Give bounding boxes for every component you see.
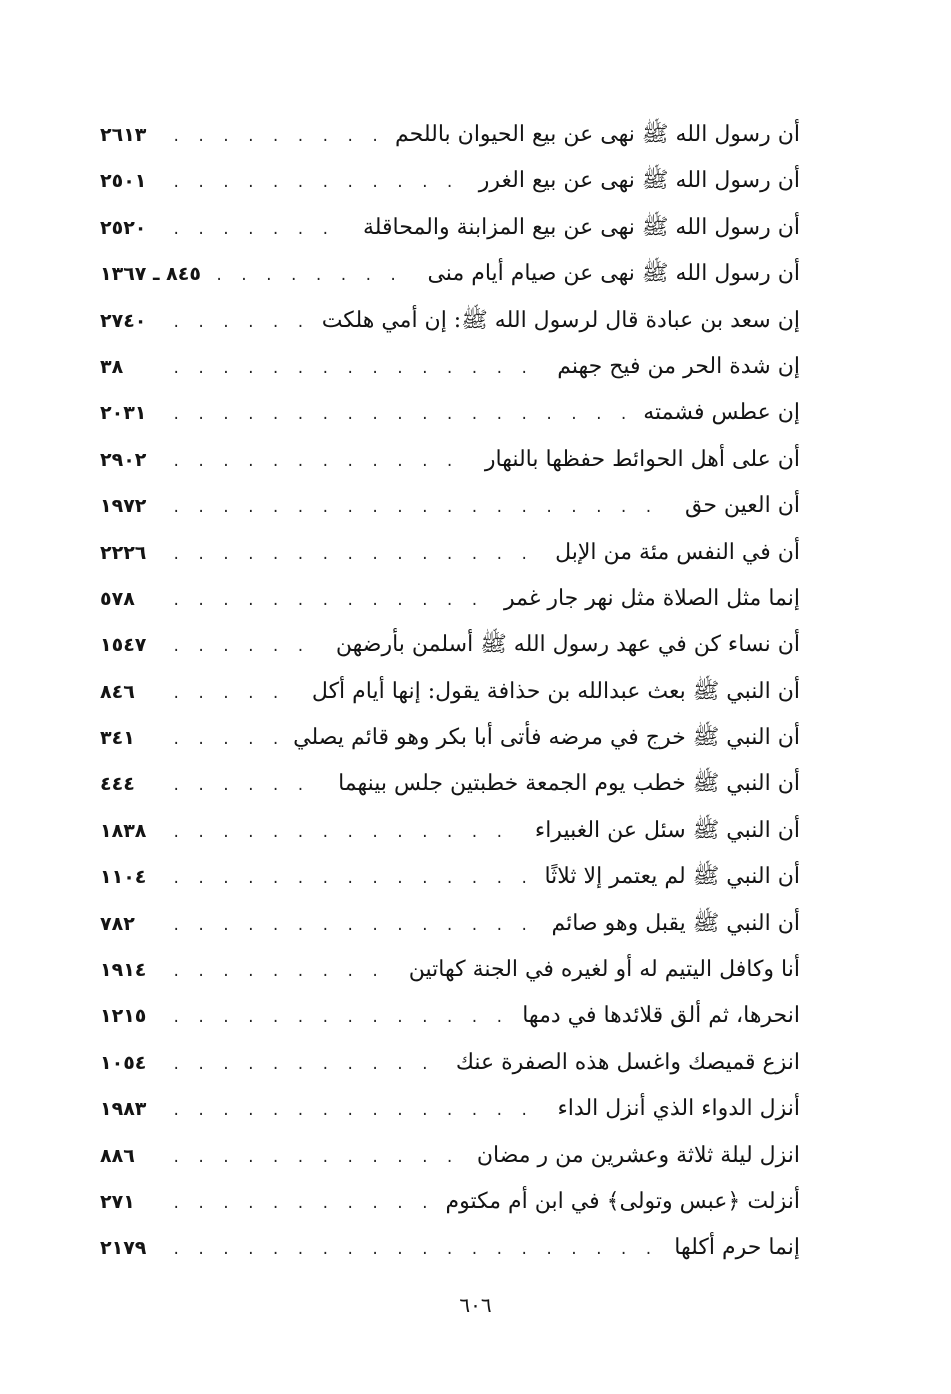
index-entry: [100, 437, 800, 483]
dot-leader: [172, 810, 521, 856]
index-entry: [100, 901, 800, 947]
entry-number: ١٩١٤: [100, 959, 147, 982]
index-entry: [100, 205, 800, 251]
entry-text: انحرها، ثم ألق قلائدها في دمها: [522, 1003, 800, 1029]
dot-leader: [172, 114, 381, 160]
dot-leader: [172, 717, 279, 763]
index-entry: [100, 530, 800, 576]
index-entry: [100, 344, 800, 390]
entry-number: ٤٤٤: [100, 773, 135, 796]
index-entry: [100, 1040, 800, 1086]
entry-number: ١٩٨٣: [100, 1098, 147, 1121]
entry-text: أن النبي ﷺ بعث عبدالله بن حذافة يقول: إنها أيام أكل: [311, 678, 800, 704]
dot-leader: [172, 207, 349, 253]
index-entry: [100, 251, 800, 297]
dot-leader: [172, 624, 322, 670]
index-entry: [100, 576, 800, 622]
dot-leader: [172, 856, 530, 902]
entry-number: ١٠٥٤: [100, 1051, 147, 1074]
entry-text: أن في النفس مئة من الإبل: [555, 539, 800, 565]
dot-leader: [215, 253, 414, 299]
dot-leader: [172, 532, 541, 578]
dot-leader: [172, 439, 471, 485]
index-entry: [100, 854, 800, 900]
index-entry: [100, 483, 800, 529]
entry-text: إن عطس فشمته: [643, 400, 800, 426]
dot-leader: [172, 300, 308, 346]
index-entry: [100, 1086, 800, 1132]
dot-leader: [172, 392, 629, 438]
index-entry: [100, 298, 800, 344]
entry-number: ٢٧٤٠: [100, 309, 147, 332]
index-entry: [100, 761, 800, 807]
index-entry: [100, 390, 800, 436]
entry-text: أن على أهل الحوائط حفظها بالنهار: [484, 446, 800, 472]
index-entry: [100, 947, 800, 993]
dot-leader: [172, 578, 490, 624]
entry-text: أن العين حق: [684, 493, 800, 519]
entry-text: أن رسول الله ﷺ نهى عن صيام أيام منى: [427, 261, 800, 287]
dot-leader: [172, 1227, 660, 1273]
entry-text: إن شدة الحر من فيح جهنم: [557, 353, 800, 379]
dot-leader: [172, 1088, 543, 1134]
dot-leader: [172, 949, 395, 995]
index-entry: [100, 808, 800, 854]
dot-leader: [172, 671, 298, 717]
entry-text: أنا وكافل اليتيم له أو لغيره في الجنة كهاتين: [408, 957, 800, 983]
entry-number: ٥٧٨: [100, 587, 135, 610]
entry-number: ٣٤١: [100, 727, 135, 750]
entry-text: أن رسول الله ﷺ نهى عن بيع الغرر: [478, 168, 800, 194]
entry-number: ٢٧١: [100, 1190, 135, 1213]
entry-number: ٢٥٢٠: [100, 216, 147, 239]
dot-leader: [172, 160, 465, 206]
entry-number: ١٩٧٢: [100, 495, 147, 518]
index-entry: [100, 622, 800, 668]
dot-leader: [172, 485, 671, 531]
dot-leader: [172, 1042, 442, 1088]
entry-number: ٢٢٢٦: [100, 541, 147, 564]
index-entry: [100, 715, 800, 761]
index-entry: [100, 669, 800, 715]
dot-leader: [172, 903, 537, 949]
dot-leader: [172, 346, 543, 392]
entry-number: ١١٠٤: [100, 866, 147, 889]
dot-leader: [172, 995, 508, 1041]
entry-number: ٧٨٢: [100, 912, 135, 935]
entry-number: ٣٨: [100, 355, 124, 378]
page-number: ٦٠٦: [459, 1293, 492, 1317]
hadith-index-list: [100, 112, 800, 1272]
entry-number: ٢١٧٩: [100, 1237, 147, 1260]
entry-text: انزل ليلة ثلاثة وعشرين من ر مضان: [476, 1142, 800, 1168]
entry-number: ١٥٤٧: [100, 634, 147, 657]
entry-number: ٢٥٠١: [100, 170, 147, 193]
index-entry: [100, 993, 800, 1039]
entry-text: انزع قميصك واغسل هذه الصفرة عنك: [455, 1049, 800, 1075]
entry-number: ٢٠٣١: [100, 402, 147, 425]
entry-number: ٨٤٥ ـ ١٣٦٧: [100, 263, 201, 286]
entry-number: ٢٦١٣: [100, 124, 147, 146]
entry-number: ٨٨٦: [100, 1144, 135, 1167]
entry-text: أن النبي ﷺ يقبل وهو صائم: [551, 910, 800, 936]
index-entry: [100, 112, 800, 158]
entry-number: ٢٩٠٢: [100, 448, 147, 471]
entry-text: أن نساء كن في عهد رسول الله ﷺ أسلمن بأرضهن: [335, 632, 800, 658]
entry-number: ١٢١٥: [100, 1005, 147, 1028]
entry-number: ١٨٣٨: [100, 819, 147, 842]
entry-number: ٨٤٦: [100, 680, 135, 703]
entry-text: إنما حرم أكلها: [674, 1235, 800, 1261]
index-entry: [100, 1225, 800, 1271]
entry-text: أن رسول الله ﷺ نهى عن بيع المزابنة والمحاقلة: [362, 214, 800, 240]
entry-text: أن النبي ﷺ خطب يوم الجمعة خطبتين جلس بينهما: [338, 771, 800, 797]
dot-leader: [172, 763, 324, 809]
entry-text: أن النبي ﷺ لم يعتمر إلا ثلاثًا: [544, 864, 800, 890]
entry-text: أن النبي ﷺ سئل عن الغبيراء: [534, 817, 800, 843]
entry-text: أنزلت ﴿عبس وتولى﴾ في ابن أم مكتوم: [445, 1188, 800, 1214]
index-entry: [100, 1133, 800, 1179]
index-entry: [100, 158, 800, 204]
entry-text: أنزل الدواء الذي أنزل الداء: [557, 1096, 800, 1122]
index-entry: [100, 1179, 800, 1225]
dot-leader: [172, 1135, 463, 1181]
dot-leader: [172, 1181, 431, 1227]
entry-text: أن النبي ﷺ خرج في مرضه فأتى أبا بكر وهو قائم يصلي: [293, 725, 800, 751]
entry-text: أن رسول الله ﷺ نهى عن بيع الحيوان باللحم: [395, 122, 800, 147]
entry-text: إن سعد بن عبادة قال لرسول الله ﷺ: إن أمي هلكت: [321, 307, 800, 333]
entry-text: إنما مثل الصلاة مثل نهر جار غمر: [503, 585, 800, 611]
